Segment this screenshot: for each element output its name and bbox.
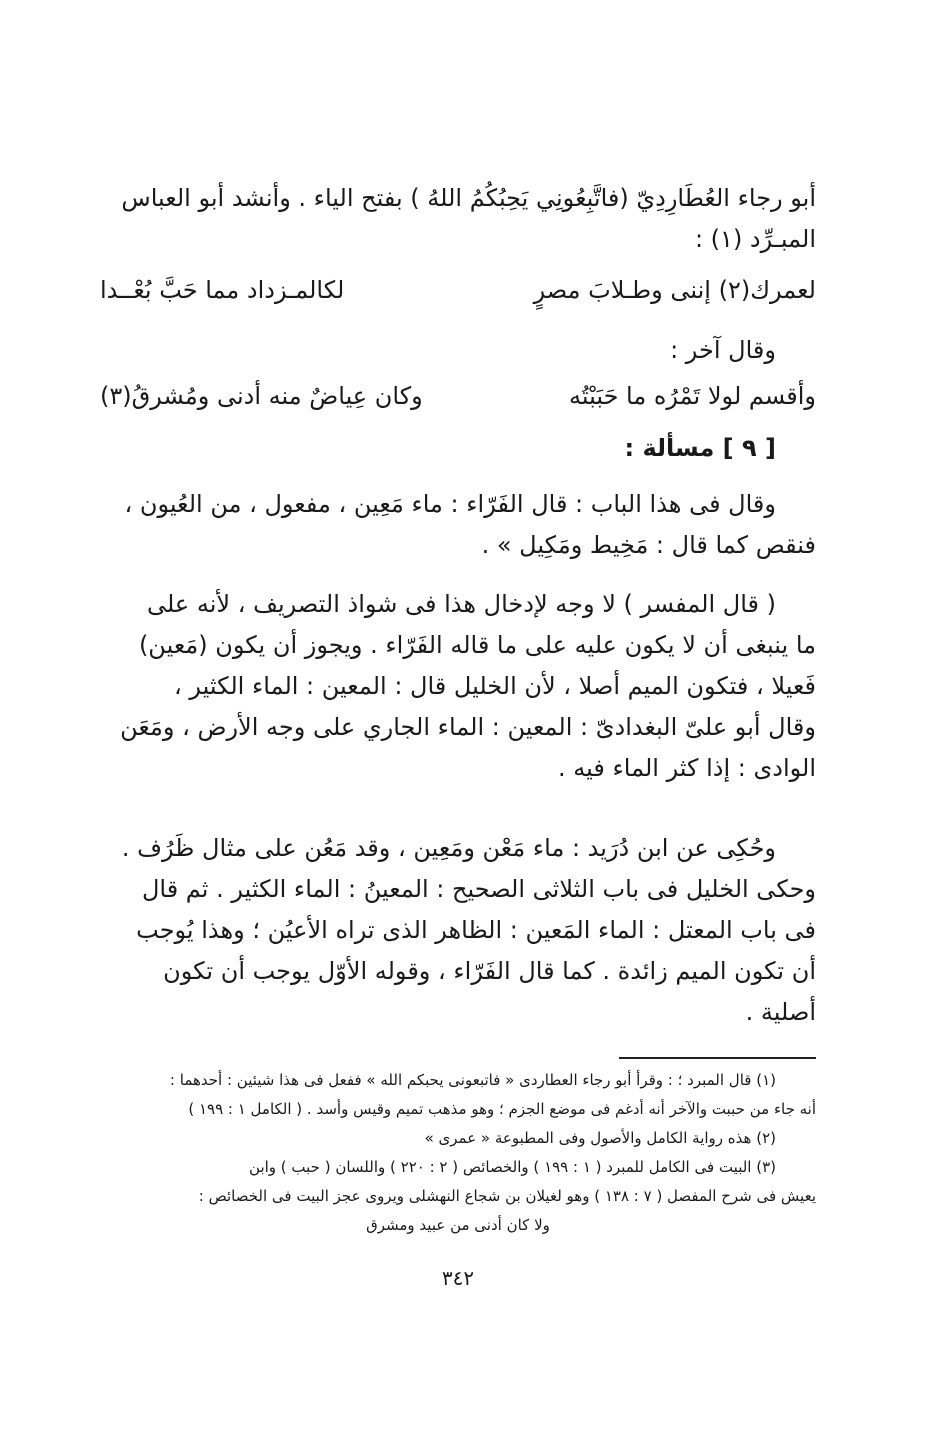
text-line: أصلية . [745,998,816,1026]
section-heading: [ ٩ ] مسألة : [624,434,776,462]
text-line: وحكى الخليل فى باب الثلاثى الصحيح : المعينُ : الماء الكثير . ثم قال [141,875,816,903]
verse-hemistich-left: وكان عِياضٌ منه أدنى ومُشرقُ(٣) [100,382,423,410]
text-line: فى باب المعتل : الماء المَعين : الظاهر الذى تراه الأعيُن ؛ وهذا يُوجب [136,916,816,944]
footnote-line: ولا كان أدنى من عبيد ومشرق [366,1216,550,1234]
footnote-line: (٢) هذه رواية الكامل والأصول وفى المطبوعة « عمرى » [424,1129,776,1147]
text-line: وقال فى هذا الباب : قال الفَرّاء : ماء مَعِين ، مفعول ، من العُيون ، [124,490,776,518]
text-line: أن تكون الميم زائدة . كما قال الفَرّاء ، وقوله الأوّل يوجب أن تكون [163,957,816,985]
paragraph-1 [100,484,816,566]
text-line: ما ينبغى أن لا يكون عليه على ما قاله الفَرّاء . ويجوز أن يكون (مَعين) [138,631,816,659]
text-line: وقال أبو علىّ البغدادىّ : المعين : الماء الجاري على وجه الأرض ، ومَعَن [120,713,816,741]
text-line: أبو رجاء العُطَارِدِيّ (فاتَّبِعُونِي يَحِبُكُمُ اللهُ ) بفتح الياء . وأنشد أبو العباس [121,184,816,212]
verse-line-2 [100,376,816,416]
footnote-line: أنه جاء من حببت والآخر أنه أدغم فى موضع الجزم ؛ وهو مذهب تميم وقيس وأسد . ( الكامل ١ : ١٩٩ ) [188,1100,816,1118]
verse-hemistich-right: لعمرك(٢) إننى وطـلابَ مصرٍ [533,276,816,304]
paragraph-2 [100,584,816,789]
footnote-separator [619,1057,816,1059]
text-line: وحُكِى عن ابن دُرَيد : ماء مَعْن ومَعِين ، وقد مَعُن على مثال ظَرُف . [121,834,776,862]
verse-hemistich-left: لكالمـزداد مما حَبَّ بُعْــدا [100,276,345,304]
footnote-line: (٣) البيت فى الكامل للمبرد ( ١ : ١٩٩ ) والخصائص ( ٢ : ٢٢٠ ) واللسان ( حبب ) وابن [249,1158,776,1176]
text-line: فنقص كما قال : مَخِيط ومَكِيل » . [481,531,816,559]
page-number: ٣٤٢ [441,1266,475,1290]
text-line: الوادى : إذا كثر الماء فيه . [558,754,816,782]
said-other-line: وقال آخر : [670,336,776,364]
footnote-line: (١) قال المبرد ؛ : وقرأ أبو رجاء العطاردى « فاتبعونى يحبكم الله » ففعل فى هذا شيئين : أحدهما : [169,1071,776,1089]
paragraph-3 [100,828,816,1033]
opening-block [100,178,816,260]
footnote-line: يعيش فى شرح المفصل ( ٧ : ١٣٨ ) وهو لغيلان بن شجاع النهشلى ويروى عجز البيت فى الخصائص : [198,1187,816,1205]
text-line: فَعيلا ، فتكون الميم أصلا ، لأن الخليل قال : المعين : الماء الكثير ، [174,672,816,700]
verse-hemistich-right: وأقسم لولا تَمْرُه ما حَبَبْتُه [569,382,816,410]
text-line: ( قال المفسر ) لا وجه لإدخال هذا فى شواذ التصريف ، لأنه على [146,590,776,618]
text-line: المبـرِّد (١) : [694,225,816,253]
verse-line-1 [100,270,816,310]
footnotes [100,1066,816,1240]
